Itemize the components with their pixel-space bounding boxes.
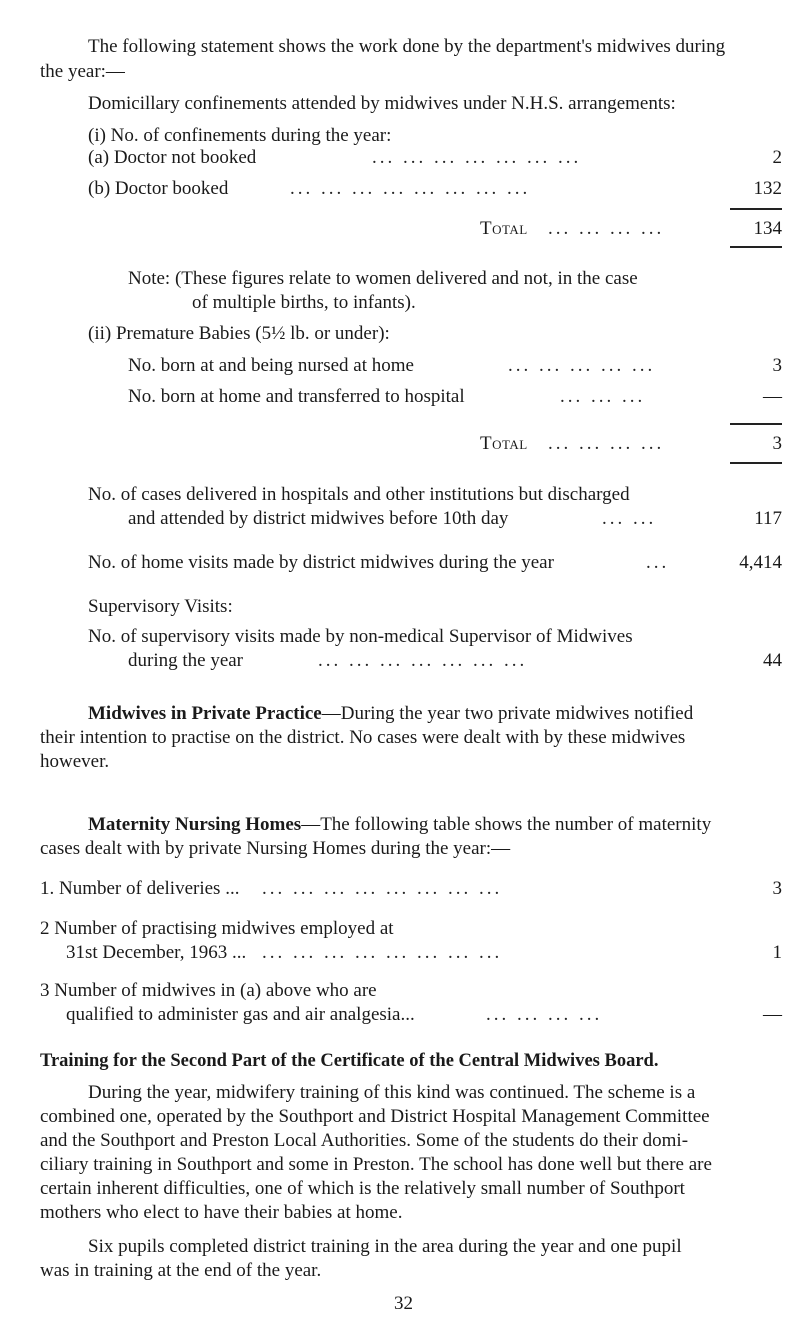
training-p1-line-5: certain inherent difficulties, one of which is the relatively small number of Southport [40,1178,685,1199]
private-practice-line-3: however. [40,751,110,772]
private-practice-text: —During the year two private midwives notified [321,703,694,724]
sum-rule [730,246,782,248]
training-p1-line-1: During the year, midwifery training of this kind was continued. The scheme is a [88,1082,696,1103]
note-line-1: Note: (These figures relate to women delivered and not, in the case [128,268,638,289]
nursing-homes-text: —The following table shows the number of maternity [301,814,712,835]
nursing-homes-line-2: cases dealt with by private Nursing Homes during the year:— [40,838,511,859]
leader-dots: ... ... ... ... ... ... ... [318,650,528,671]
leader-dots: ... ... ... ... ... ... ... [372,147,582,168]
cases-line-2: and attended by district midwives before 10th day [128,508,509,529]
total-value: 3 [772,433,782,454]
supervisory-heading: Supervisory Visits: [88,596,233,617]
cases-line-1: No. of cases delivered in hospitals and other institutions but discharged [88,484,630,505]
qualified-midwives-line-1: 3 Number of midwives in (a) above who are [40,980,377,1001]
training-p1-line-4: ciliary training in Southport and some in Preston. The school has done well but there are [40,1154,712,1175]
section-ii-label: (ii) Premature Babies (5½ lb. or under): [88,323,390,344]
training-p1-line-3: and the Southport and Preston Local Authorities. Some of the students do their domi- [40,1130,689,1151]
leader-dots: ... ... ... [560,386,646,407]
born-at-home-label: No. born at and being nursed at home [128,355,414,376]
cases-value: 117 [754,508,782,529]
supervisory-value: 44 [763,650,782,671]
leader-dots: ... ... ... ... ... ... ... ... [262,878,503,899]
qualified-midwives-line-2: qualified to administer gas and air analgesia... [66,1004,415,1025]
practising-midwives-value: 1 [772,942,782,963]
supervisory-line-2: during the year [128,650,244,671]
practising-midwives-line-1: 2 Number of practising midwives employed at [40,918,394,939]
training-title: Training for the Second Part of the Certificate of the Central Midwives Board. [40,1051,659,1071]
private-practice-line-2: their intention to practise on the district. No cases were dealt with by these midwives [40,727,686,748]
practising-midwives-line-2: 31st December, 1963 ... [66,942,247,963]
deliveries-value: 3 [772,878,782,899]
supervisory-line-1: No. of supervisory visits made by non-medical Supervisor of Midwives [88,626,633,647]
private-practice-title: Midwives in Private Practice [88,703,322,724]
qualified-midwives-value: — [763,1004,782,1025]
intro-line-2: the year:— [40,61,125,82]
leader-dots: ... ... ... ... [548,433,665,454]
sum-rule [730,462,782,464]
training-p1-line-2: combined one, operated by the Southport and District Hospital Management Committee [40,1106,710,1127]
intro-line-1: The following statement shows the work done by the department's midwives during [88,36,726,57]
total-label: Total [480,218,528,239]
sum-rule [730,423,782,425]
page-number: 32 [394,1293,413,1314]
domiciliary-heading: Domicillary confinements attended by midwives under N.H.S. arrangements: [88,93,676,114]
doctor-not-booked-value: 2 [772,147,782,168]
leader-dots: ... [646,552,670,573]
leader-dots: ... ... ... ... ... ... ... ... [262,942,503,963]
sum-rule [730,208,782,210]
section-i-label: (i) No. of confinements during the year: [88,125,392,146]
transferred-value: — [763,386,782,407]
total-label: Total [480,433,528,454]
training-p2-line-2: was in training at the end of the year. [40,1260,322,1281]
leader-dots: ... ... ... ... [486,1004,603,1025]
private-practice-line-1 [88,703,693,725]
leader-dots: ... ... ... ... ... [508,355,656,376]
nursing-homes-line-1 [88,814,711,836]
leader-dots: ... ... ... ... ... ... ... ... [290,178,531,199]
training-p1-line-6: mothers who elect to have their babies at home. [40,1202,403,1223]
leader-dots: ... ... ... ... [548,218,665,239]
total-value: 134 [753,218,782,239]
doctor-booked-value: 132 [753,178,782,199]
doctor-not-booked-label: (a) Doctor not booked [88,147,257,168]
home-visits-value: 4,414 [739,552,782,573]
nursing-homes-title: Maternity Nursing Homes [88,814,302,835]
born-at-home-value: 3 [772,355,782,376]
deliveries-label: 1. Number of deliveries ... [40,878,240,899]
home-visits-label: No. of home visits made by district midwives during the year [88,552,554,573]
transferred-label: No. born at home and transferred to hospital [128,386,465,407]
note-line-2: of multiple births, to infants). [192,292,416,313]
doctor-booked-label: (b) Doctor booked [88,178,229,199]
training-p2-line-1: Six pupils completed district training in the area during the year and one pupil [88,1236,682,1257]
leader-dots: ... ... [602,508,657,529]
